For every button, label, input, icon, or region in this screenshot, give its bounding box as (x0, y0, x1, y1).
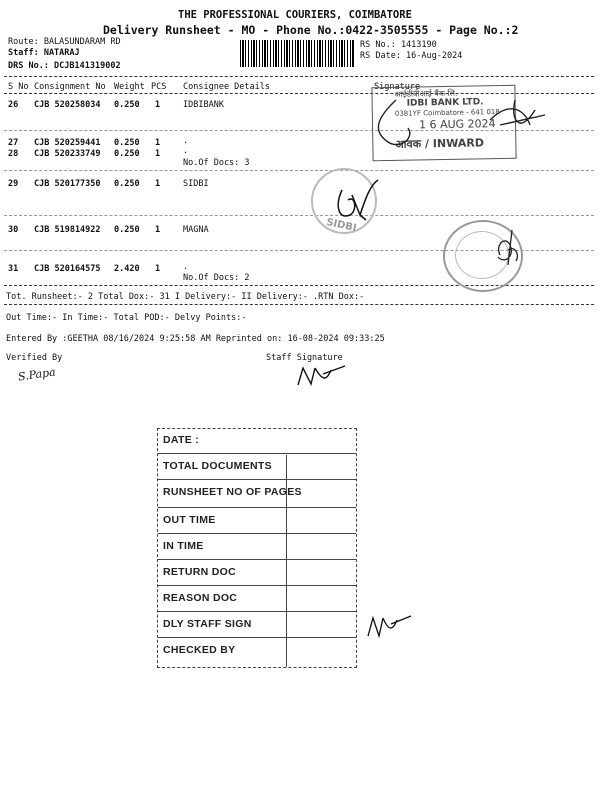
stamp-date: 1 6 AUG 2024 (418, 117, 496, 132)
stamp-inward: आवक / INWARD (395, 136, 485, 151)
row-pcs: 1 (155, 225, 161, 235)
row-pcs: 1 (155, 100, 161, 110)
row-consignment: CJB 520177350 (34, 179, 101, 189)
row-sno: 31 (8, 264, 19, 274)
signature-sidbi (330, 170, 390, 230)
rs-number: RS No.: 1413190 (360, 40, 437, 50)
form-row-line (158, 453, 356, 454)
form-in-time: IN TIME (163, 540, 204, 552)
col-signature: Signature (374, 82, 421, 92)
stamp-hindi-bank: आईडीबीआई बैंक लि. (394, 88, 458, 99)
row-consignee: MAGNA (183, 225, 209, 235)
runsheet-title: Delivery Runsheet - MO - Phone No.:0422-3505555 - Page No.:2 (103, 23, 519, 37)
company-name: THE PROFESSIONAL COURIERS, COIMBATORE (178, 9, 412, 21)
form-row-line (158, 507, 356, 508)
form-date: DATE : (163, 434, 200, 446)
row-pcs: 1 (155, 179, 161, 189)
form-row-line (158, 479, 356, 480)
divider (4, 215, 594, 216)
verified-handwriting: S.Papa (17, 365, 57, 384)
row-consignment: CJB 520259441 (34, 138, 101, 148)
col-weight: Weight (114, 82, 145, 92)
drs-number: DRS No.: DCJB141319002 (8, 61, 121, 71)
form-row-line (158, 585, 356, 586)
staff: Staff: NATARAJ (8, 48, 80, 58)
row-consignee: . (183, 146, 189, 156)
divider (4, 170, 594, 171)
route: Route: BALASUNDARAM RD (8, 37, 121, 47)
stamp-branch: 0381YF Coimbatore - 641 018 (394, 108, 500, 118)
form-staff-signature (365, 612, 415, 642)
signature-idbi (360, 80, 550, 160)
row-consignee: . (183, 262, 189, 272)
delivery-check-form (157, 428, 357, 668)
times-line: Out Time:- In Time:- Total POD:- Delvy Points:- (6, 313, 247, 323)
docs-count: No.Of Docs: 2 (183, 273, 250, 283)
form-total-documents: TOTAL DOCUMENTS (163, 460, 272, 472)
row-consignment: CJB 520233749 (34, 149, 101, 159)
seal-text: SIDBI (325, 216, 358, 235)
row-weight: 2.420 (114, 264, 140, 274)
row-weight: 0.250 (114, 100, 140, 110)
barcode (240, 40, 354, 67)
row-weight: 0.250 (114, 225, 140, 235)
staff-signature (293, 360, 353, 390)
row-weight: 0.250 (114, 138, 140, 148)
row-pcs: 1 (155, 138, 161, 148)
entered-by: Entered By :GEETHA 08/16/2024 9:25:58 AM Reprinted on: 16-08-2024 09:33:25 (6, 334, 385, 344)
divider (4, 76, 594, 77)
row-sno: 27 (8, 138, 19, 148)
row-sno: 26 (8, 100, 19, 110)
col-sno: S No (8, 82, 29, 92)
form-row-line (158, 533, 356, 534)
form-row-line (158, 637, 356, 638)
form-row-line (158, 559, 356, 560)
docs-count: No.Of Docs: 3 (183, 158, 250, 168)
form-runsheet-pages: RUNSHEET NO OF PAGES (163, 486, 302, 498)
verified-by-label: Verified By (6, 353, 63, 363)
staff-signature-label: Staff Signature (266, 353, 343, 363)
row-sno: 28 (8, 149, 19, 159)
rs-date: RS Date: 16-Aug-2024 (360, 51, 463, 61)
col-consignment: Consignment No (34, 82, 106, 92)
row-consignment: CJB 520258034 (34, 100, 101, 110)
row-consignee: SIDBI (183, 179, 209, 189)
row-sno: 30 (8, 225, 19, 235)
stamp-bank-name: IDBI BANK LTD. (406, 97, 484, 109)
totals-line: Tot. Runsheet:- 2 Total Dox:- 31 I Delivery:- II Delivery:- .RTN Dox:- (6, 292, 365, 302)
row-sno: 29 (8, 179, 19, 189)
form-checked-by: CHECKED BY (163, 644, 236, 656)
divider (4, 304, 594, 305)
form-row-line (158, 611, 356, 612)
form-reason-doc: REASON DOC (163, 592, 238, 604)
col-consignee: Consignee Details (183, 82, 270, 92)
form-staff-sign: DLY STAFF SIGN (163, 618, 252, 630)
signature-magna (490, 225, 530, 270)
row-weight: 0.250 (114, 149, 140, 159)
form-out-time: OUT TIME (163, 514, 216, 526)
col-pcs: PCS (151, 82, 167, 92)
row-pcs: 1 (155, 264, 161, 274)
row-consignee: . (183, 136, 189, 146)
row-consignment: CJB 520164575 (34, 264, 101, 274)
row-pcs: 1 (155, 149, 161, 159)
row-consignee: IDBIBANK (183, 100, 224, 110)
row-consignment: CJB 519814922 (34, 225, 101, 235)
row-weight: 0.250 (114, 179, 140, 189)
form-return-doc: RETURN DOC (163, 566, 236, 578)
